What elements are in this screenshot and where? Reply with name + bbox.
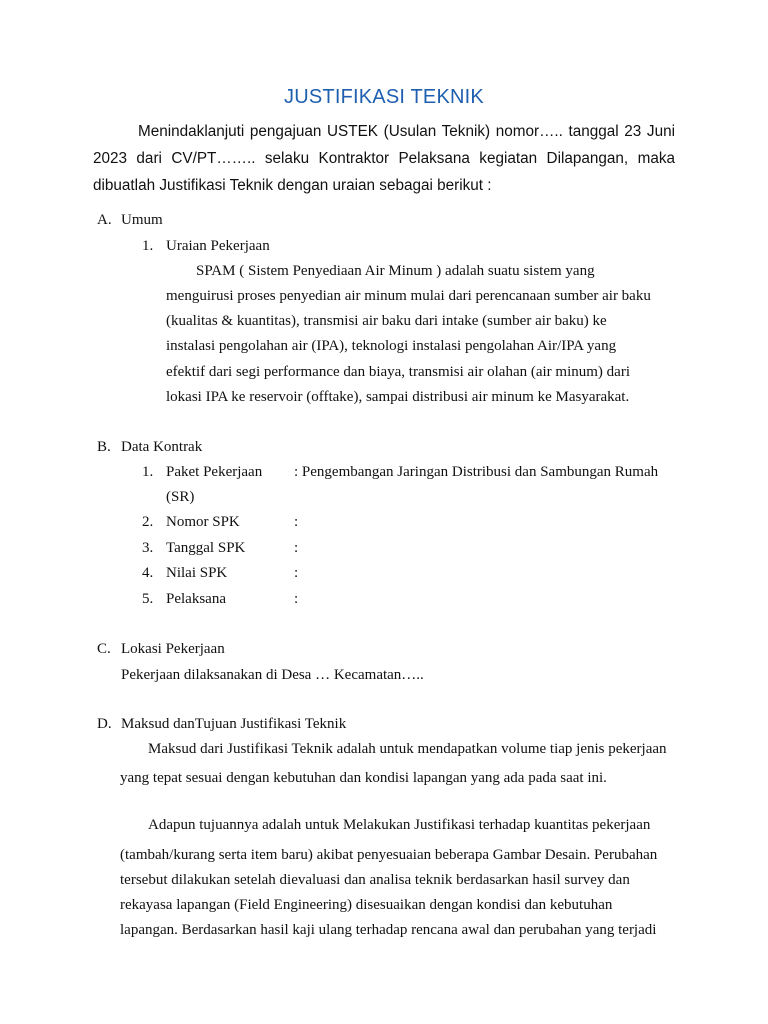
document-page: JUSTIFIKASI TEKNIK Menindaklanjuti pengajuan USTEK (Usulan Teknik) nomor….. tanggal 23 Juni 2023 dari CV/PT…….. selaku Kontraktor Pelaksana kegiatan Dilapangan, maka dibuatlah Justifikasi Teknik dengan uraian sebagai berikut : A. Umum 1. Uraian Pekerjaan SPAM ( Sistem Penyediaan Air Minum ) adalah suatu sistem yang menguirusi proses penyedian air minum mulai dari perencanaan sumber air baku (kualitas & kuantitas), transmisi air baku dari intake (sumber air baku) ke instalasi pengolahan air (IPA), teknologi instalasi pengolahan Air/IPA yang efektif dari segi performance dan biaya, transmisi air olahan (air minum) dari lokasi IPA ke reservoir (offtake), sampai distribusi air minum ke Masyarakat. B. Data Kontrak 1. Paket Pekerjaan : Pengembangan Jaringan Distribusi dan Sambungan Rumah (SR) 2. Nomor SPK : 3. Tanggal SPK : 4. Nilai SPK : 5. Pelaksana : C. Lokasi Pekerjaan Pekerjaan dilaksanakan di Desa … Kecamatan….. D. Maksud danTujuan Justifikasi Teknik Maksud dari Justifikasi Teknik adalah untuk mendapatkan volume tiap jenis pekerjaan yang tepat sesuai dengan kebutuhan dan kondisi lapangan yang ada pada saat ini. Adapun tujuannya adalah untuk Melakukan Justifikasi terhadap kuantitas pekerjaan (tambah/kurang serta item baru) akibat penyesuaian beberapa Gambar Desain. Perubahan tersebut dilakukan setelah dievaluasi dan analisa teknik berdasarkan hasil survey dan rekayasa lapangan (Field Engineering) disesuaikan dengan kondisi dan kebutuhan lapangan. Berdasarkan hasil kaji ulang terhadap rencana awal dan perubahan yang terjadi bbox=[0, 0, 768, 1024]
item-label: Uraian Pekerjaan bbox=[166, 238, 270, 254]
section-c-heading bbox=[97, 637, 225, 662]
document-title: JUSTIFIKASI TEKNIK bbox=[284, 86, 484, 108]
item-number: 1. bbox=[142, 238, 154, 254]
item-value: : bbox=[294, 514, 299, 530]
item-number: 1. bbox=[142, 464, 154, 480]
section-a-heading bbox=[97, 208, 163, 233]
section-letter: D. bbox=[97, 716, 112, 732]
section-d-heading bbox=[97, 712, 346, 737]
section-title: Umum bbox=[121, 212, 163, 228]
item-number: 5. bbox=[142, 591, 154, 607]
item-label: Pelaksana bbox=[166, 591, 226, 607]
item-value: : Pengembangan Jaringan Distribusi dan Sambungan Rumah bbox=[294, 464, 659, 480]
section-b-heading bbox=[97, 435, 202, 460]
section-title: Lokasi Pekerjaan bbox=[121, 641, 225, 657]
section-letter: C. bbox=[97, 641, 111, 657]
section-title: Data Kontrak bbox=[121, 439, 203, 455]
item-value-continuation: (SR) bbox=[166, 489, 195, 505]
item-number: 4. bbox=[142, 565, 154, 581]
intro-text: Menindaklanjuti pengajuan USTEK (Usulan Teknik) nomor….. tanggal 23 Juni 2023 dari CV/PT…….. selaku Kontraktor Pelaksana kegiatan Dilapangan, maka dibuatlah Justifikasi Teknik dengan uraian sebagai berikut : bbox=[93, 123, 675, 194]
item-value: : bbox=[294, 591, 299, 607]
item-number: 2. bbox=[142, 514, 154, 530]
item-number: 3. bbox=[142, 540, 154, 556]
item-label: Paket Pekerjaan bbox=[166, 464, 263, 480]
intro-paragraph bbox=[93, 118, 675, 199]
item-value: : bbox=[294, 565, 299, 581]
item-label: Nilai SPK bbox=[166, 565, 228, 581]
item-label: Tanggal SPK bbox=[166, 540, 246, 556]
section-letter: B. bbox=[97, 439, 111, 455]
section-letter: A. bbox=[97, 212, 112, 228]
item-label: Nomor SPK bbox=[166, 514, 240, 530]
item-value: : bbox=[294, 540, 299, 556]
section-title: Maksud danTujuan Justifikasi Teknik bbox=[121, 716, 347, 732]
